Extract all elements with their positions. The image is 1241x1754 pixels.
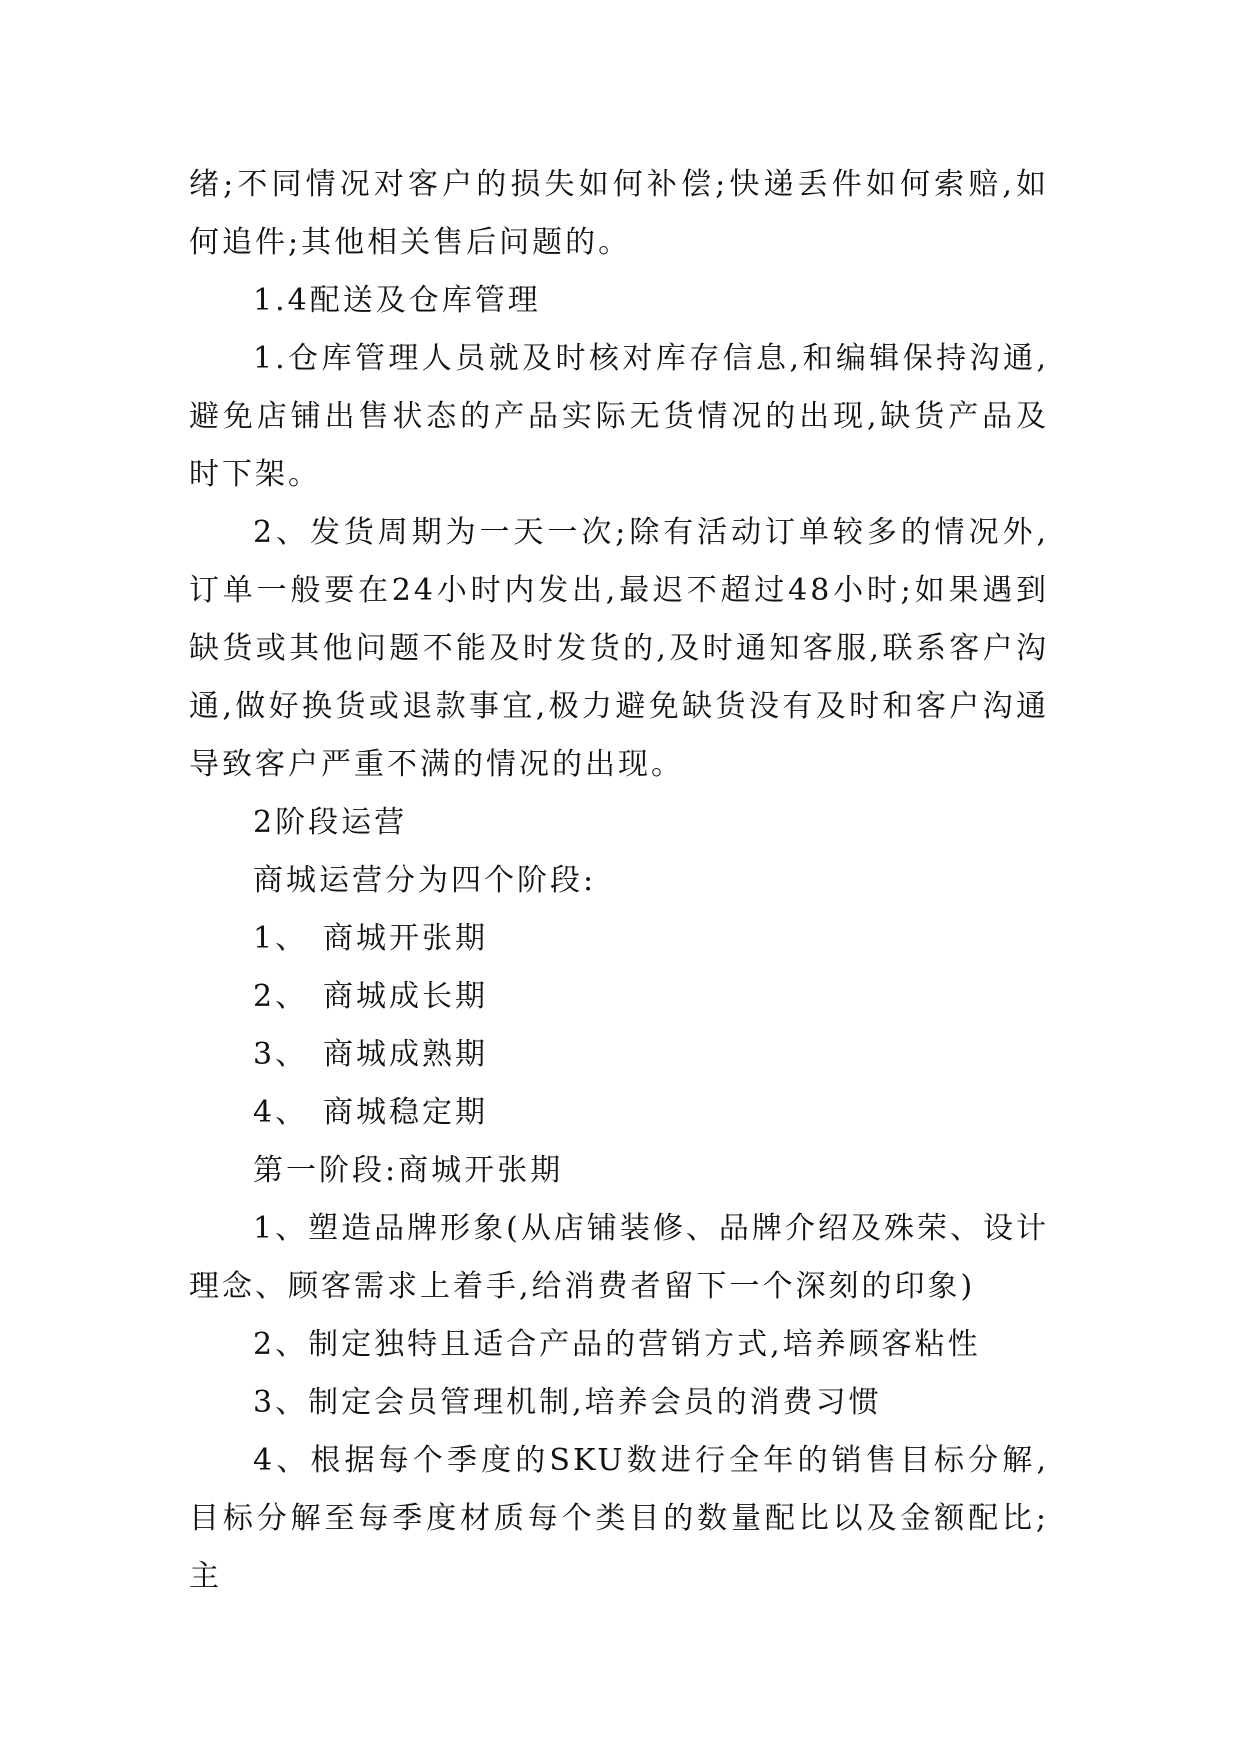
paragraph-shipping-cycle: 2、发货周期为一天一次;除有活动订单较多的情况外,订单一般要在24小时内发出,最迟不超过48小时;如果遇到缺货或其他问题不能及时发货的,及时通知客服,联系客户沟通,做好换货或退款事宜,极力避免缺货没有及时和客户沟通导致客户严重不满的情况的出现。 bbox=[189, 515, 1049, 782]
list-item bbox=[189, 968, 1049, 1026]
list-item-label: 商城开张期 bbox=[323, 921, 488, 956]
list-item-label: 商城成熟期 bbox=[323, 1037, 488, 1072]
section-heading-delivery-warehouse: 1.4配送及仓库管理 bbox=[253, 283, 541, 318]
section-heading-stage-one: 第一阶段:商城开张期 bbox=[253, 1153, 564, 1188]
paragraph-sales-targets: 4、根据每个季度的SKU数进行全年的销售目标分解,目标分解至每季度材质每个类目的数量配比以及金额配比;主 bbox=[189, 1443, 1049, 1594]
list-item-number: 1、 bbox=[253, 921, 309, 956]
paragraph-warehouse-inventory: 1.仓库管理人员就及时核对库存信息,和编辑保持沟通,避免店铺出售状态的产品实际无货情况的出现,缺货产品及时下架。 bbox=[189, 341, 1049, 492]
list-item-number: 3、 bbox=[253, 1037, 309, 1072]
list-item bbox=[189, 1026, 1049, 1084]
list-item-label: 商城成长期 bbox=[323, 979, 488, 1014]
list-item bbox=[189, 910, 1049, 968]
section-heading-stage-operations: 2阶段运营 bbox=[253, 805, 408, 840]
list-item-number: 4、 bbox=[253, 1095, 309, 1130]
list-item bbox=[189, 1084, 1049, 1142]
paragraph-marketing-method: 2、制定独特且适合产品的营销方式,培养顾客粘性 bbox=[253, 1327, 981, 1362]
document-body bbox=[189, 156, 1049, 1606]
list-item-label: 商城稳定期 bbox=[323, 1095, 488, 1130]
list-item-number: 2、 bbox=[253, 979, 309, 1014]
paragraph-membership: 3、制定会员管理机制,培养会员的消费习惯 bbox=[253, 1385, 882, 1420]
paragraph-stages-intro: 商城运营分为四个阶段: bbox=[253, 863, 597, 898]
paragraph-continued: 绪;不同情况对客户的损失如何补偿;快递丢件如何索赔,如何追件;其他相关售后问题的。 bbox=[189, 167, 1049, 260]
stage-list bbox=[189, 910, 1049, 1142]
paragraph-brand-image: 1、塑造品牌形象(从店铺装修、品牌介绍及殊荣、设计理念、顾客需求上着手,给消费者留下一个深刻的印象) bbox=[189, 1211, 1049, 1304]
